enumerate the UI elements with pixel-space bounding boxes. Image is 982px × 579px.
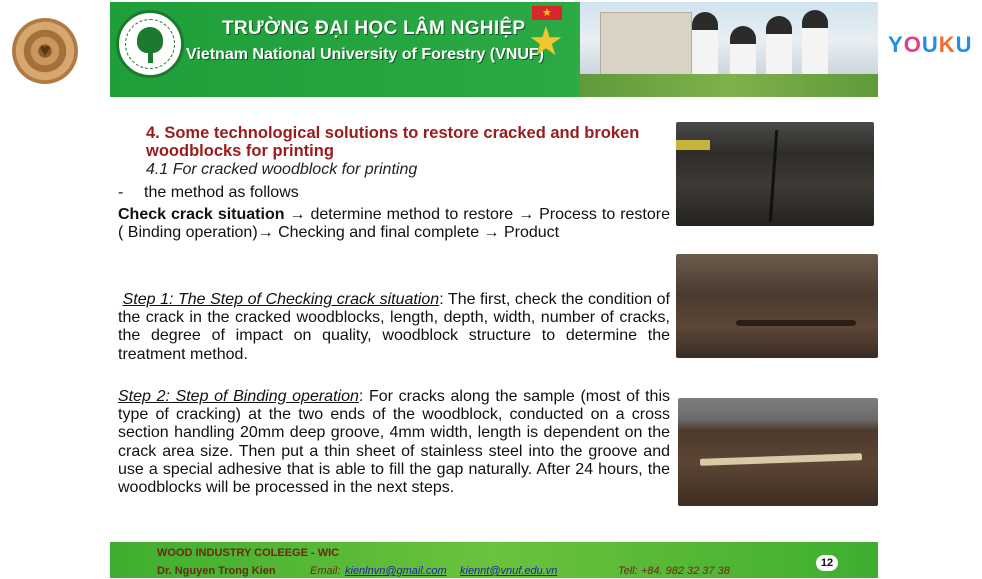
star-icon: ★: [528, 20, 564, 64]
woodblock-photo-groove: [676, 254, 878, 358]
footer-author: Dr. Nguyen Trong Kien: [157, 565, 276, 577]
process-summary: [118, 206, 670, 242]
bullet-text: the method as follows: [144, 184, 299, 201]
footer-email-link-2[interactable]: kiennt@vnuf.edu.vn: [460, 565, 558, 577]
woodblock-photo-steel-insert: [678, 398, 878, 506]
step-2-paragraph: [118, 388, 670, 497]
university-logo: [116, 10, 184, 78]
section-heading: 4. Some technological solutions to restore cracked and broken woodblocks for printing: [146, 124, 640, 160]
youku-watermark: YOUKU: [888, 32, 973, 57]
university-title-vn: TRƯỜNG ĐẠI HỌC LÂM NGHIỆP: [222, 18, 526, 39]
flag-icon: ★: [532, 6, 562, 20]
page-number-badge: 12: [816, 555, 838, 571]
process-summary-rest: → determine method to restore → Process to restore ( Binding operation)→ Checking and final complete → Product: [118, 206, 670, 242]
bullet-line: [118, 184, 299, 202]
slide-header: [110, 2, 878, 97]
step-1-text: : The first, check the condition of the crack in the cracked woodblocks, length, depth, width, number of cracks, the degree of impact on quality, woodblock structure to determine the treatment method.: [118, 291, 670, 363]
step-1-label: Step 1: The Step of Checking crack situation: [122, 291, 440, 308]
university-title-en: Vietnam National University of Forestry (VNUF): [186, 46, 544, 63]
step-2-label: Step 2: Step of Binding operation: [118, 388, 359, 405]
channel-logo: [12, 18, 78, 84]
footer-telephone: Tell: +84. 982 32 37 38: [618, 565, 730, 577]
heart-icon: ♥: [39, 40, 51, 60]
footer-email-link-1[interactable]: kienlnvn@gmail.com: [345, 565, 447, 577]
footer-email-label: Email:: [310, 565, 341, 577]
step-2-text: : For cracks along the sample (most of this type of cracking) at the two ends of the woodblock, conducted on a cross section handling 20mm deep groove, 4mm width, length is dependent on the crack area size. Then put a thin sheet of stainless steel into the groove and use a special adhesive that is able to fill the gap naturally. After 24 hours, the woodblocks will be processed in the next steps.: [118, 388, 670, 497]
process-summary-bold: Check crack situation: [118, 206, 285, 223]
footer-college: WOOD INDUSTRY COLEEGE - WIC: [157, 547, 340, 559]
bullet-dash: -: [118, 184, 124, 201]
slide: [110, 2, 878, 578]
section-subheading: 4.1 For cracked woodblock for printing: [146, 161, 418, 178]
students-photo: [580, 2, 878, 97]
woodblock-photo-cracked: [676, 122, 874, 226]
step-1-paragraph: [118, 291, 670, 364]
